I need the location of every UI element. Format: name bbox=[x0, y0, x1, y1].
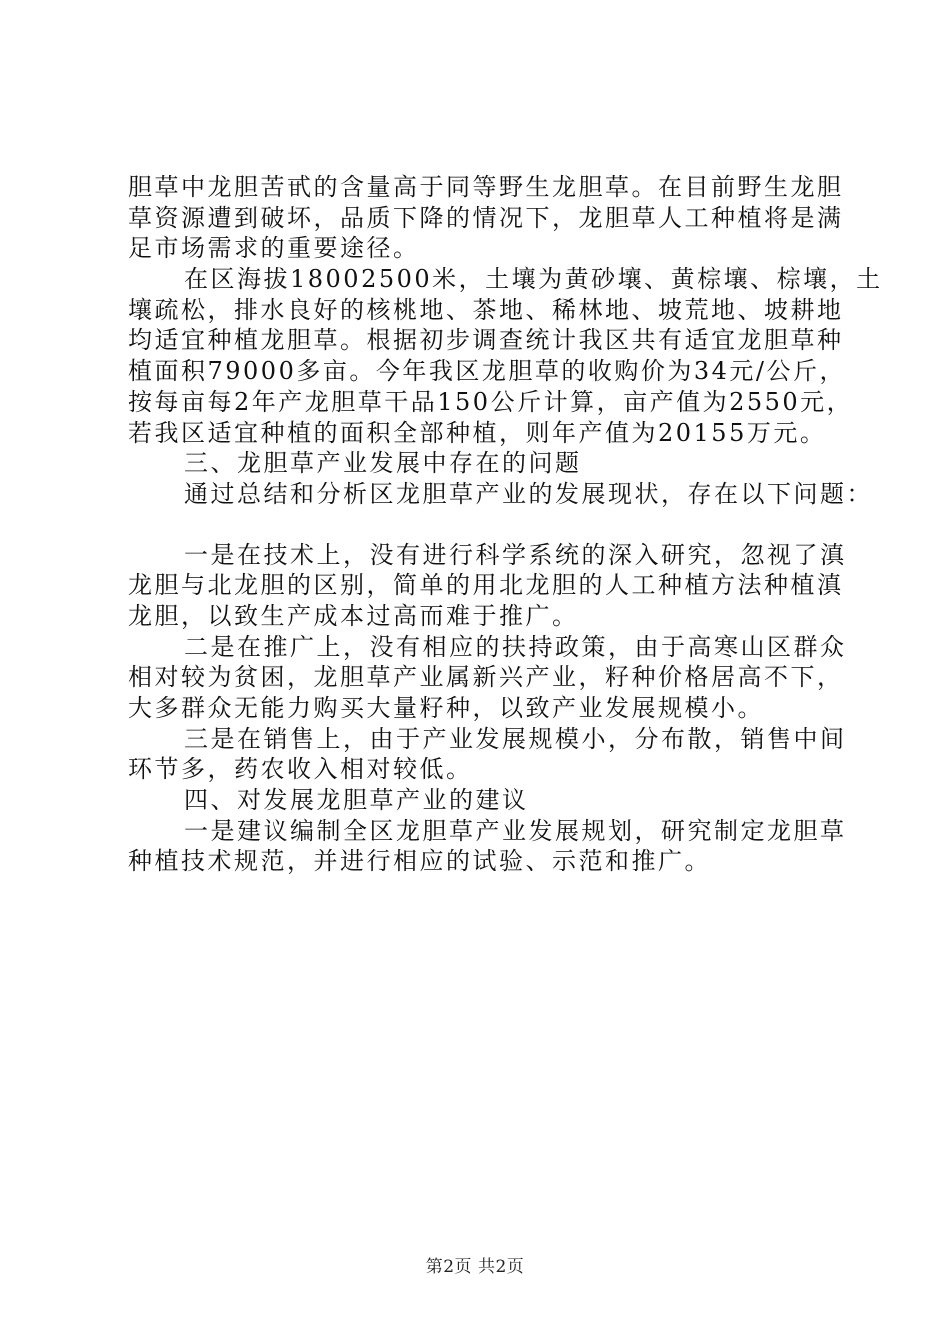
text-line: 三是在销售上，由于产业发展规模小，分布散，销售中间 bbox=[184, 724, 847, 753]
text-line: 按每亩每2年产龙胆草干品150公斤计算，亩产值为2550元， bbox=[128, 387, 854, 416]
document-body bbox=[128, 172, 883, 877]
text-line: 壤疏松，排水良好的核桃地、茶地、稀林地、坡荒地、坡耕地 bbox=[128, 295, 844, 324]
text-line: 通过总结和分析区龙胆草产业的发展现状，存在以下问题： bbox=[184, 479, 873, 508]
text-line: 胆草中龙胆苦甙的含量高于同等野生龙胆草。在目前野生龙胆 bbox=[128, 173, 844, 201]
section-heading: 四、对发展龙胆草产业的建议 bbox=[184, 786, 529, 815]
text-line: 相对较为贫困，龙胆草产业属新兴产业，籽种价格居高不下， bbox=[128, 663, 844, 692]
text-line: 草资源遭到破坏，品质下降的情况下，龙胆草人工种植将是满 bbox=[128, 203, 844, 232]
page-number: 第2页 共2页 bbox=[425, 1257, 525, 1277]
text-line: 龙胆与北龙胆的区别，简单的用北龙胆的人工种植方法种植滇 bbox=[128, 571, 844, 600]
text-line: 一是建议编制全区龙胆草产业发展规划，研究制定龙胆草 bbox=[184, 816, 847, 845]
text-line: 一是在技术上，没有进行科学系统的深入研究，忽视了滇 bbox=[184, 540, 847, 569]
paragraph-gap bbox=[128, 510, 834, 540]
text-line: 种植技术规范，并进行相应的试验、示范和推广。 bbox=[128, 847, 711, 876]
text-line: 足市场需求的重要途径。 bbox=[128, 234, 420, 263]
section-heading: 三、龙胆草产业发展中存在的问题 bbox=[184, 449, 582, 478]
text-line: 植面积79000多亩。今年我区龙胆草的收购价为34元/公斤， bbox=[128, 357, 846, 386]
text-line: 环节多，药农收入相对较低。 bbox=[128, 755, 473, 784]
text-line: 二是在推广上，没有相应的扶持政策，由于高寒山区群众 bbox=[184, 632, 847, 661]
text-line: 龙胆，以致生产成本过高而难于推广。 bbox=[128, 601, 579, 630]
text-line: 均适宜种植龙胆草。根据初步调查统计我区共有适宜龙胆草种 bbox=[128, 326, 844, 355]
text-line: 在区海拔18002500米，土壤为黄砂壤、黄棕壤、棕壤，土 bbox=[184, 265, 883, 294]
text-line: 若我区适宜种植的面积全部种植，则年产值为20155万元。 bbox=[128, 418, 827, 447]
text-line: 大多群众无能力购买大量籽种，以致产业发展规模小。 bbox=[128, 694, 764, 722]
